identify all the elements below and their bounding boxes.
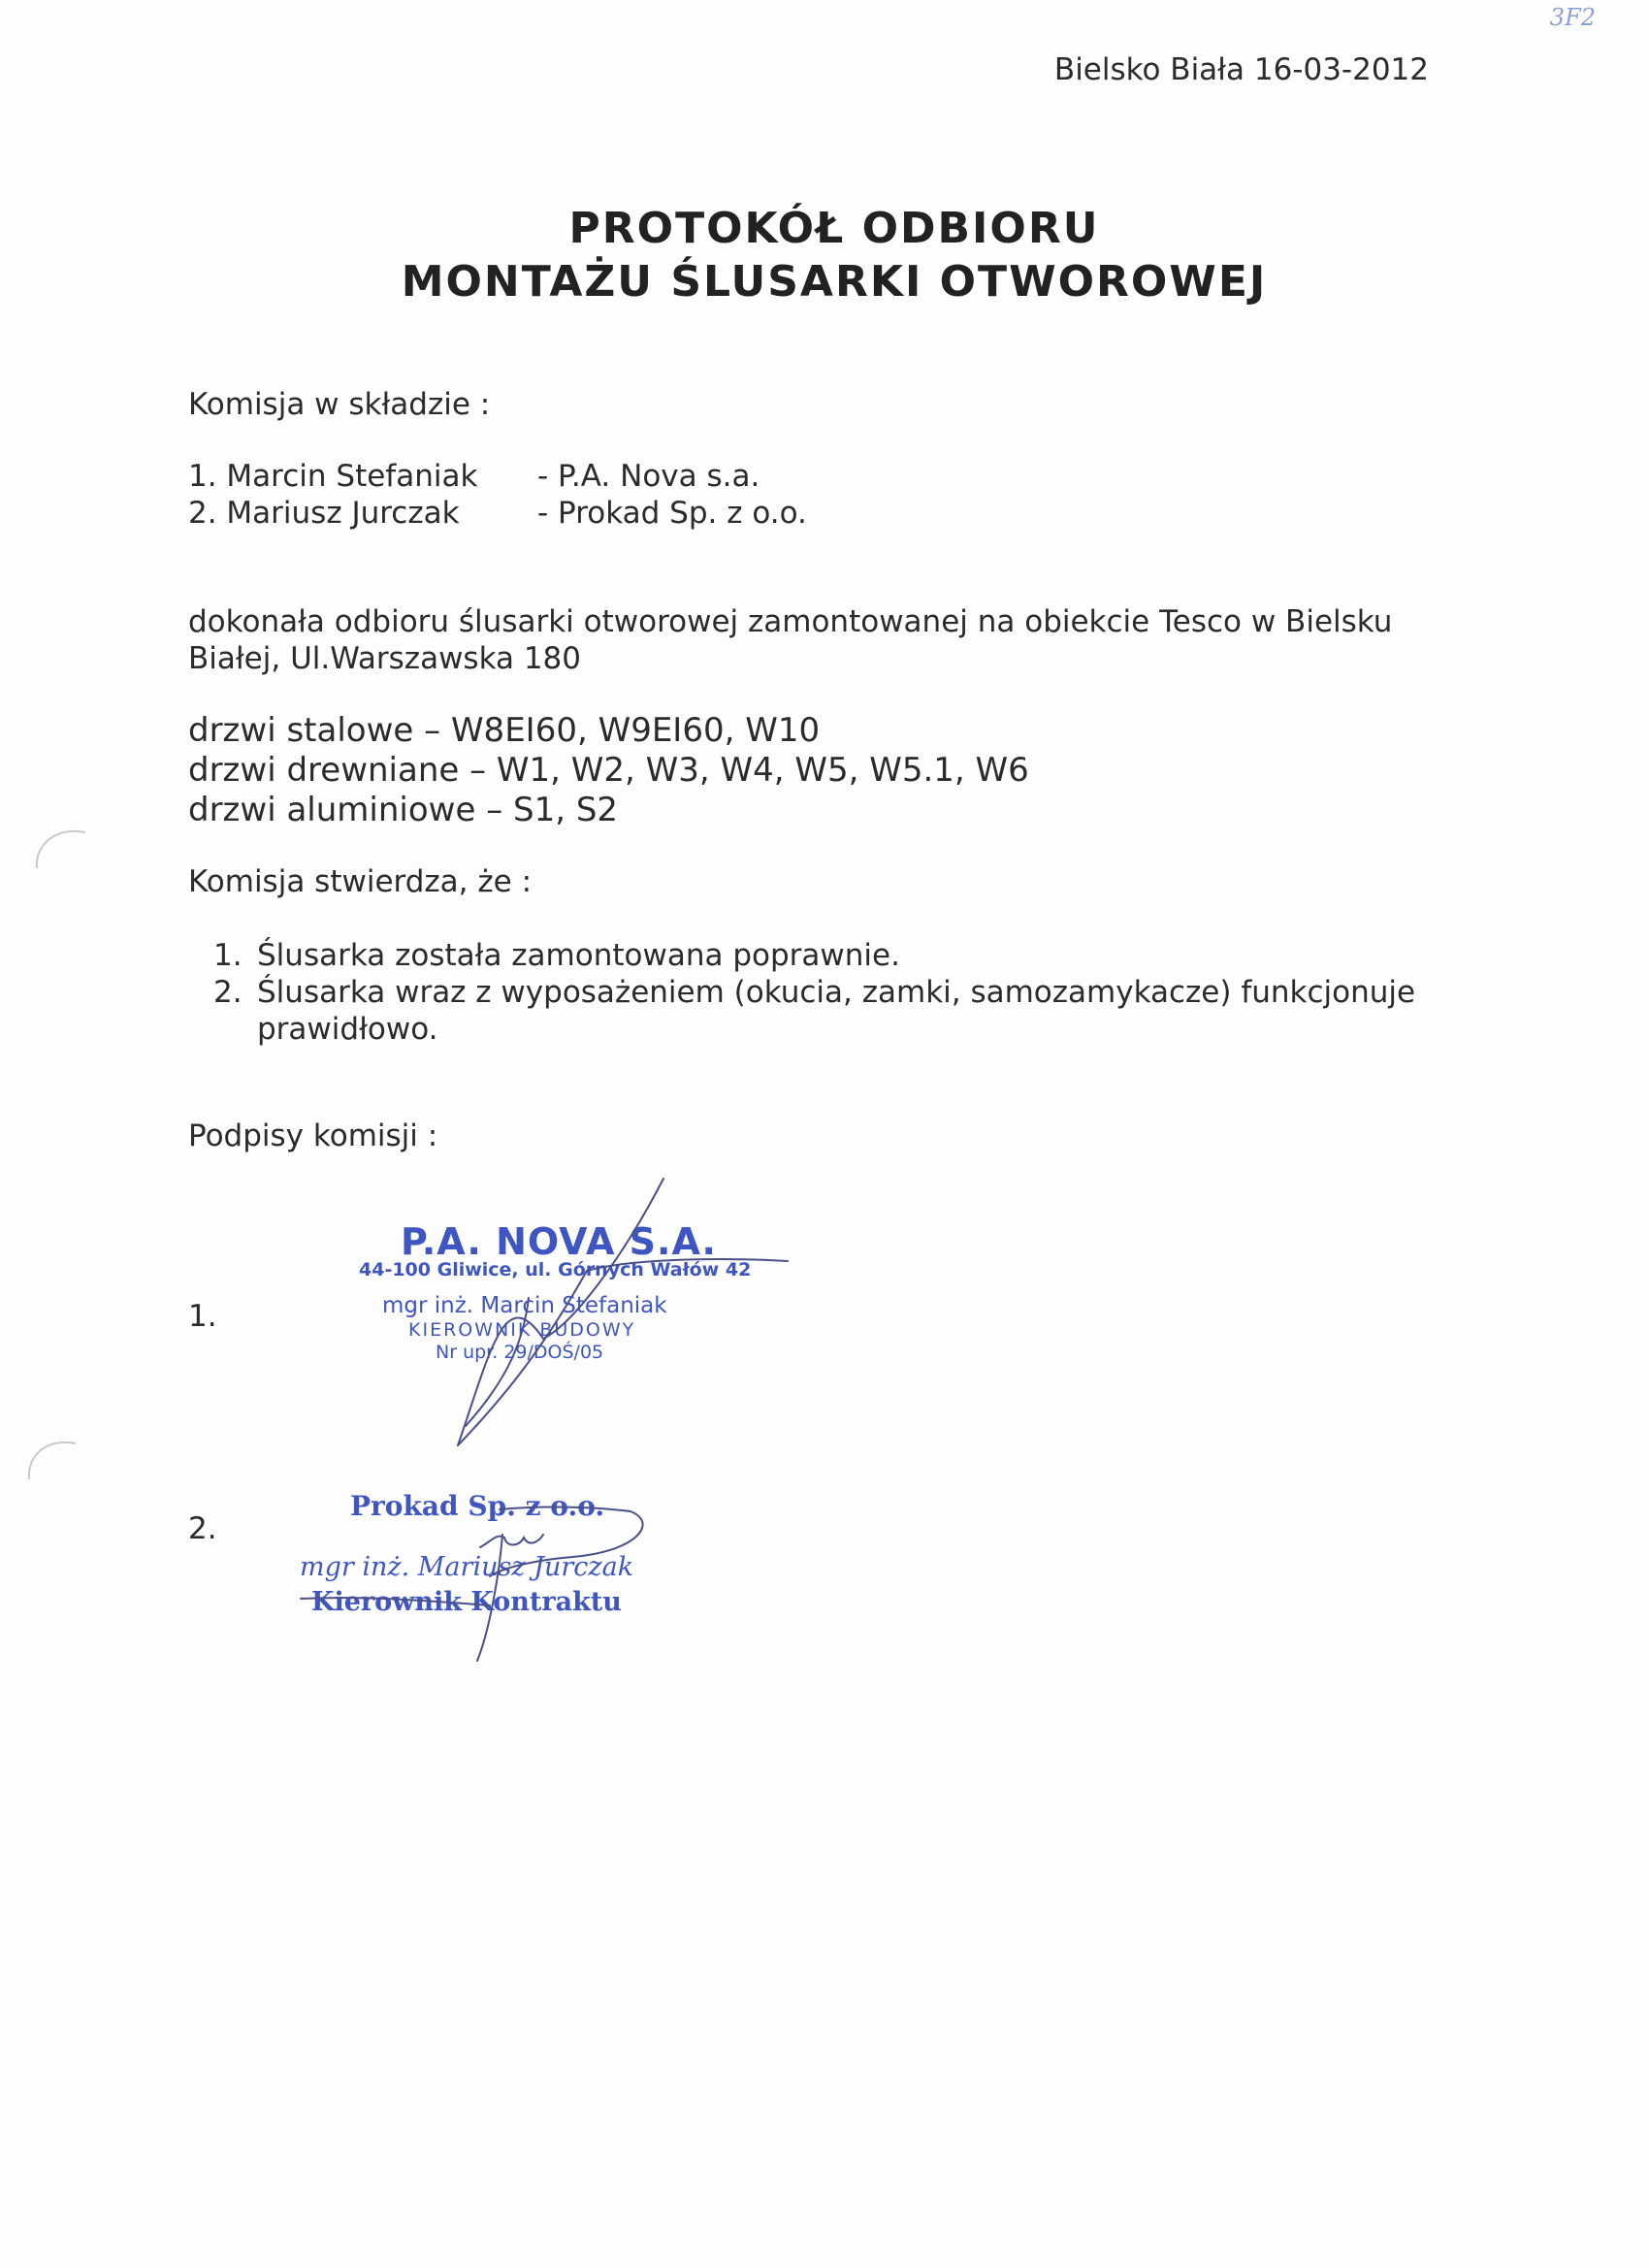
document-date: Bielsko Biała 16-03-2012 — [1053, 52, 1429, 87]
findings-intro: Komisja stwierdza, że : — [188, 864, 533, 899]
punch-hole-marks — [29, 831, 85, 1479]
finding-text: prawidłowo. — [257, 1012, 438, 1047]
finding-number: 2. — [213, 975, 242, 1010]
stamp-company-name: Prokad Sp. z o.o. — [350, 1490, 605, 1522]
stamp-company-name: P.A. NOVA S.A. — [401, 1220, 717, 1263]
door-item: drzwi stalowe – W8EI60, W9EI60, W10 — [188, 711, 821, 750]
finding-text: Ślusarka została zamontowana poprawnie. — [257, 938, 900, 973]
door-item: drzwi drewniane – W1, W2, W3, W4, W5, W5.1, W6 — [188, 751, 1029, 790]
stamp-role: Kierownik Kontraktu — [311, 1587, 622, 1617]
statement-line: dokonała odbioru ślusarki otworowej zamontowanej na obiekcie Tesco w Bielsku — [188, 604, 1393, 639]
stamp-license: Nr upr. 29/DOŚ/05 — [436, 1342, 604, 1363]
document-title-line-1: PROTOKÓŁ ODBIORU — [568, 204, 1100, 253]
punch-hole-icon — [37, 831, 85, 868]
stamp-person: mgr inż. Mariusz Jurczak — [300, 1552, 634, 1582]
commission-intro: Komisja w składzie : — [188, 387, 491, 422]
member-name: 2. Mariusz Jurczak — [188, 496, 460, 531]
member-company: - Prokad Sp. z o.o. — [537, 496, 807, 531]
door-item: drzwi aluminiowe – S1, S2 — [188, 791, 619, 829]
statement-line: Białej, Ul.Warszawska 180 — [188, 641, 581, 676]
member-company: - P.A. Nova s.a. — [537, 459, 760, 494]
signature-number: 1. — [188, 1299, 217, 1334]
handwritten-page-mark: 3F2 — [1549, 4, 1596, 31]
punch-hole-icon — [29, 1442, 76, 1479]
stamp-address: 44-100 Gliwice, ul. Górnych Wałów 42 — [359, 1259, 752, 1280]
member-name: 1. Marcin Stefaniak — [188, 459, 478, 494]
finding-number: 1. — [213, 938, 242, 973]
stamp-person: mgr inż. Marcin Stefaniak — [382, 1293, 667, 1318]
stamp-role: KIEROWNIK BUDOWY — [408, 1319, 636, 1341]
finding-text: Ślusarka wraz z wyposażeniem (okucia, zamki, samozamykacze) funkcjonuje — [257, 975, 1416, 1010]
signature-1-icon — [458, 1179, 788, 1445]
signature-number: 2. — [188, 1511, 217, 1546]
document-title-line-2: MONTAŻU ŚLUSARKI OTWOROWEJ — [401, 257, 1268, 307]
signature-2-icon — [301, 1507, 643, 1661]
signatures-intro: Podpisy komisji : — [188, 1118, 438, 1153]
